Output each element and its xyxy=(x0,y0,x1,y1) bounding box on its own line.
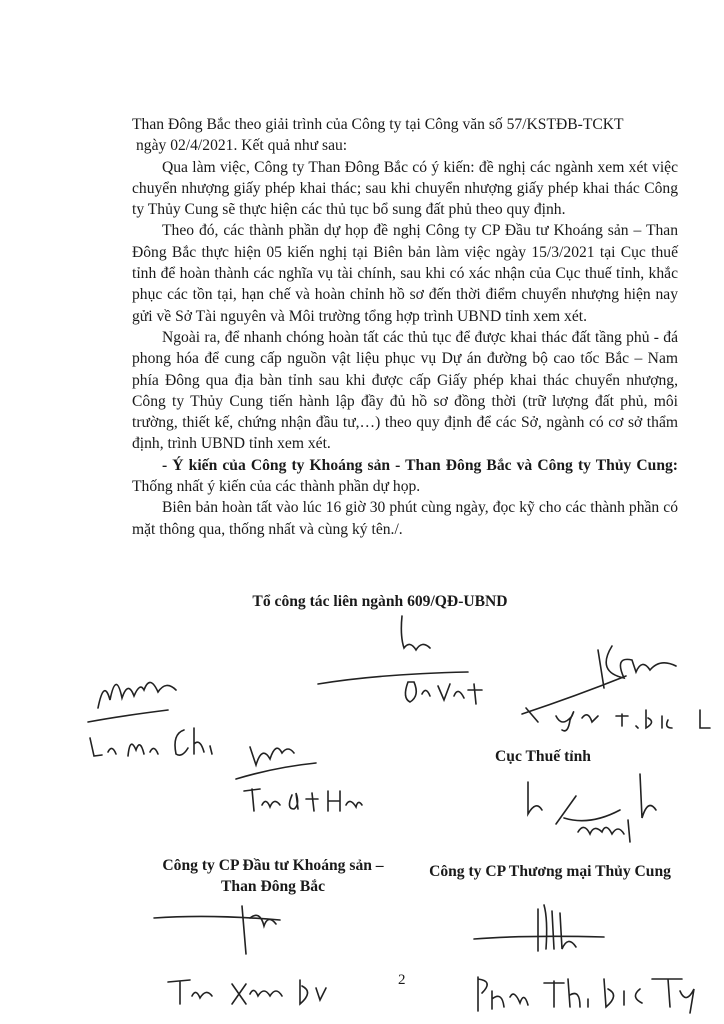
body-text xyxy=(132,114,678,540)
page-number: 2 xyxy=(398,972,406,988)
paragraph-3: Theo đó, các thành phần dự họp đề nghị Công ty CP Đầu tư Khoáng sản – Than Đông Bắc thực hiện 05 kiến nghị tại Biên bản làm việc ngày 15/3/2021 tại Cục thuế tỉnh để hoàn thành các nghĩa vụ tài chính, sau khi có xác nhận của Cục thuế tỉnh, khắc phục các tồn tại, hạn chế và hoàn chỉnh hồ sơ đến thời điểm chuyển nhượng hiện nay gửi về Sở Tài nguyên và Môi trường tổng hợp trình UBND tỉnh xem xét. xyxy=(132,222,678,325)
taskforce-title: Tổ công tác liên ngành 609/QĐ-UBND xyxy=(252,593,508,610)
signature-la-minh-chien xyxy=(80,660,240,770)
company2-title: Công ty CP Thương mại Thủy Cung xyxy=(429,863,671,880)
paragraph-6: Biên bản hoàn tất vào lúc 16 giờ 30 phút cùng ngày, đọc kỹ cho các thành phần có mặt thông qua, thống nhất và cùng ký tên./. xyxy=(132,499,678,538)
signature-nguyen-bich-loan xyxy=(516,630,721,740)
paragraph-5-rest: Thống nhất ý kiến của các thành phần dự họp. xyxy=(132,478,421,496)
signature-truong-duc-hao xyxy=(236,735,366,815)
signature-truong-xuan-phu xyxy=(150,900,340,1020)
paragraph-5-bold: - Ý kiến của Công ty Khoáng sản - Than Đông Bắc và Công ty Thủy Cung: xyxy=(162,456,678,474)
paragraph-2: Qua làm việc, Công ty Than Đông Bắc có ý kiến: đề nghị các ngành xem xét việc chuyển nhượng giấy phép khai thác; sau khi chuyển nhượng giấy phép khai thác Công ty Thủy Cung sẽ thực hiện các thủ tục bổ sung đất phủ theo quy định. xyxy=(132,158,678,219)
paragraph-1-line-1: Than Đông Bắc theo giải trình của Công ty tại Công văn số 57/KSTĐB-TCKT xyxy=(132,116,624,133)
paragraph-5 xyxy=(132,455,678,498)
company1-title xyxy=(128,855,418,897)
company1-title-line-1: Công ty CP Đầu tư Khoáng sản – xyxy=(162,857,384,874)
signature-do-van-thu xyxy=(318,600,498,720)
signature-phan-thi-bich-thuy xyxy=(464,895,704,1020)
paragraph-4: Ngoài ra, để nhanh chóng hoàn tất các thủ tục để được khai thác đất tầng phủ - đá phong hóa để cung cấp nguồn vật liệu phục vụ Dự án đường bộ cao tốc Bắc – Nam phía Đông qua địa bàn tỉnh sau khi được cấp Giấy phép khai thác chuyển nhượng, Công ty Thủy Cung tiến hành lập đầy đủ hồ sơ đồng thời (trữ lượng đất phủ, môi trường, thiết kế, chứng nhận đầu tư,…) theo quy định để các Sở, ngành có cơ sở thẩm định, trình UBND tỉnh xem xét. xyxy=(132,328,678,453)
signature-hoang-anh xyxy=(520,770,670,850)
company1-title-line-2: Than Đông Bắc xyxy=(221,878,325,895)
tax-department-title: Cục Thuế tỉnh xyxy=(495,748,591,765)
paragraph-1-line-2: ngày 02/4/2021. Kết quả như sau: xyxy=(136,137,348,155)
